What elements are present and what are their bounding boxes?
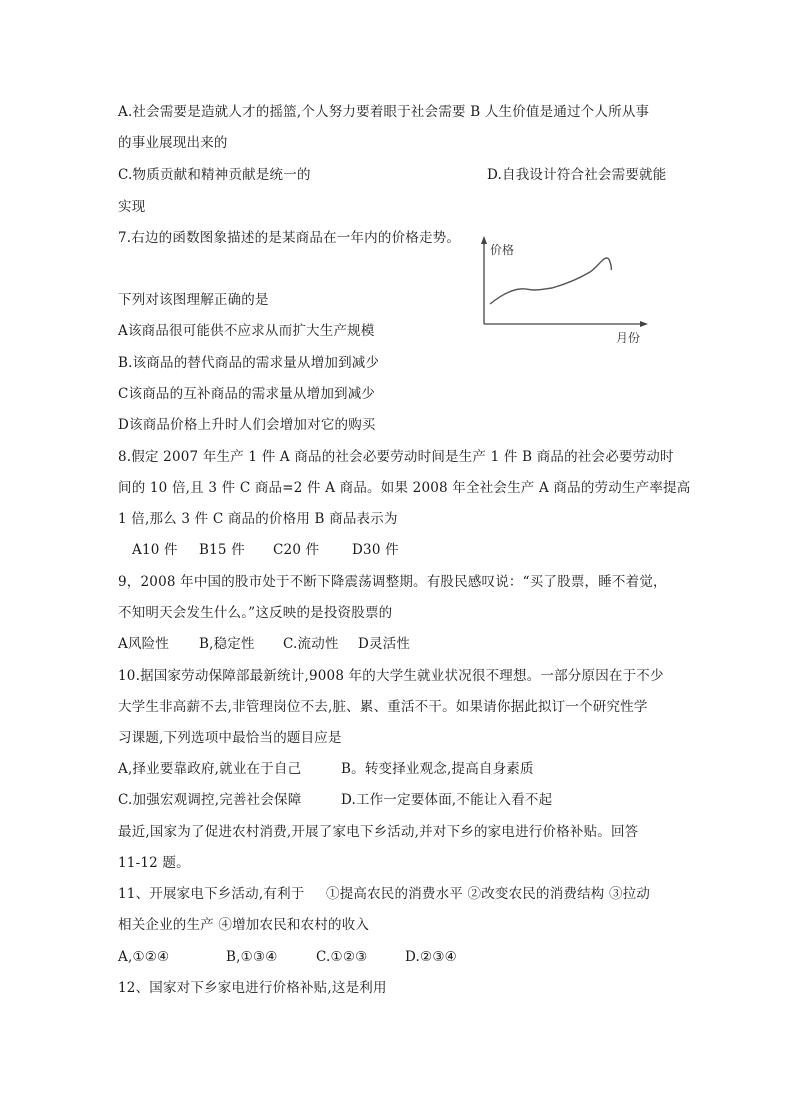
q10-option-a: A,择业要靠政府,就业在于自己 bbox=[118, 761, 302, 777]
q6-option-b-cont: 的事业展现出来的 bbox=[118, 135, 228, 151]
q7-stem: 7.右边的函数图象描述的是某商品在一年内的价格走势。 bbox=[118, 230, 461, 246]
q10-stem-1: 10.据国家劳动保障部最新统计,9008 年的大学生就业状况很不理想。一部分原因在于不少 bbox=[118, 668, 664, 684]
y-axis-arrow bbox=[481, 236, 487, 244]
q10-stem-2: 大学生非高薪不去,非管理岗位不去,脏、累、重活不干。如果请你据此拟订一个研究性学 bbox=[118, 699, 648, 715]
q7-option-c: C该商品的互补商品的需求量从增加到减少 bbox=[118, 386, 376, 402]
q9-option-b: B,稳定性 bbox=[199, 636, 255, 652]
q7-option-d: D该商品价格上升时人们会增加对它的购买 bbox=[118, 417, 376, 433]
q8-option-c: C20 件 bbox=[273, 542, 320, 558]
q8-option-b: B15 件 bbox=[199, 542, 245, 558]
q6-option-a-b: A.社会需要是造就人才的摇篮,个人努力要着眼于社会需要 B 人生价值是通过个人所从事 bbox=[118, 104, 650, 120]
price-trend-chart bbox=[476, 232, 658, 350]
q7-option-a: A该商品很可能供不应求从而扩大生产规模 bbox=[118, 323, 375, 339]
intro-11-12-line-1: 最近,国家为了促进农村消费,开展了家电下乡活动,并对下乡的家电进行价格补贴。回答 bbox=[118, 824, 639, 840]
q11-option-a: A,①②④ bbox=[118, 949, 170, 965]
q10-option-d: D.工作一定要体面,不能让入看不起 bbox=[341, 792, 553, 808]
q11-items-1: ①提高农民的消费水平 ②改变农民的消费结构 ③拉动 bbox=[326, 886, 651, 902]
q7-option-b: B.该商品的替代商品的需求量从增加到减少 bbox=[118, 355, 380, 371]
q10-option-b: B。转变择业观念,提高自身素质 bbox=[341, 761, 534, 777]
q10-option-c: C.加强宏观调控,完善社会保障 bbox=[118, 792, 302, 808]
q9-stem-1: 9，2008 年中国的股市处于不断下降震荡调整期。有股民感叹说：“买了股票，睡不着觉， bbox=[118, 574, 667, 590]
q11-option-d: D.②③④ bbox=[405, 949, 457, 965]
q8-option-d: D30 件 bbox=[352, 542, 399, 558]
q8-stem-3: 1 倍,那么 3 件 C 商品的价格用 B 商品表示为 bbox=[118, 511, 398, 527]
price-curve bbox=[490, 258, 611, 304]
q11-option-b: B,①③④ bbox=[226, 949, 278, 965]
y-axis-label: 价格 bbox=[490, 243, 515, 257]
q10-stem-3: 习课题,下列选项中最恰当的题目应是 bbox=[118, 730, 342, 746]
q12-stem: 12、国家对下乡家电进行价格补贴,这是利用 bbox=[118, 980, 387, 996]
q9-option-d: D灵活性 bbox=[358, 636, 411, 652]
q6-option-d: D.自我设计符合社会需要就能 bbox=[487, 167, 667, 183]
q7-question: 下列对该图理解正确的是 bbox=[118, 292, 269, 308]
q6-option-d-cont: 实现 bbox=[118, 199, 146, 215]
q9-option-c: C.流动性 bbox=[283, 636, 339, 652]
x-axis-label: 月份 bbox=[616, 331, 641, 345]
q8-stem-1: 8.假定 2007 年生产 1 件 A 商品的社会必要劳动时间是生产 1 件 B 商品的社会必要劳动时 bbox=[118, 449, 674, 465]
q11-items-2: 相关企业的生产 ④增加农民和农村的收入 bbox=[118, 917, 370, 933]
intro-11-12-line-2: 11-12 题。 bbox=[118, 855, 190, 871]
q8-option-a: A10 件 bbox=[132, 542, 178, 558]
q11-option-c: C.①②③ bbox=[316, 949, 368, 965]
q11-stem: 11、开展家电下乡活动,有利于 bbox=[118, 886, 305, 902]
q6-option-c: C.物质贡献和精神贡献是统一的 bbox=[118, 167, 311, 183]
q8-stem-2: 间的 10 倍,且 3 件 C 商品=2 件 A 商品。如果 2008 年全社会生产 A 商品的劳动生产率提高 bbox=[118, 480, 691, 496]
x-axis-arrow bbox=[640, 321, 648, 327]
q9-stem-2: 不知明天会发生什么。”这反映的是投资股票的 bbox=[118, 605, 393, 621]
price-trend-svg bbox=[476, 232, 658, 350]
q9-option-a: A风险性 bbox=[118, 636, 170, 652]
